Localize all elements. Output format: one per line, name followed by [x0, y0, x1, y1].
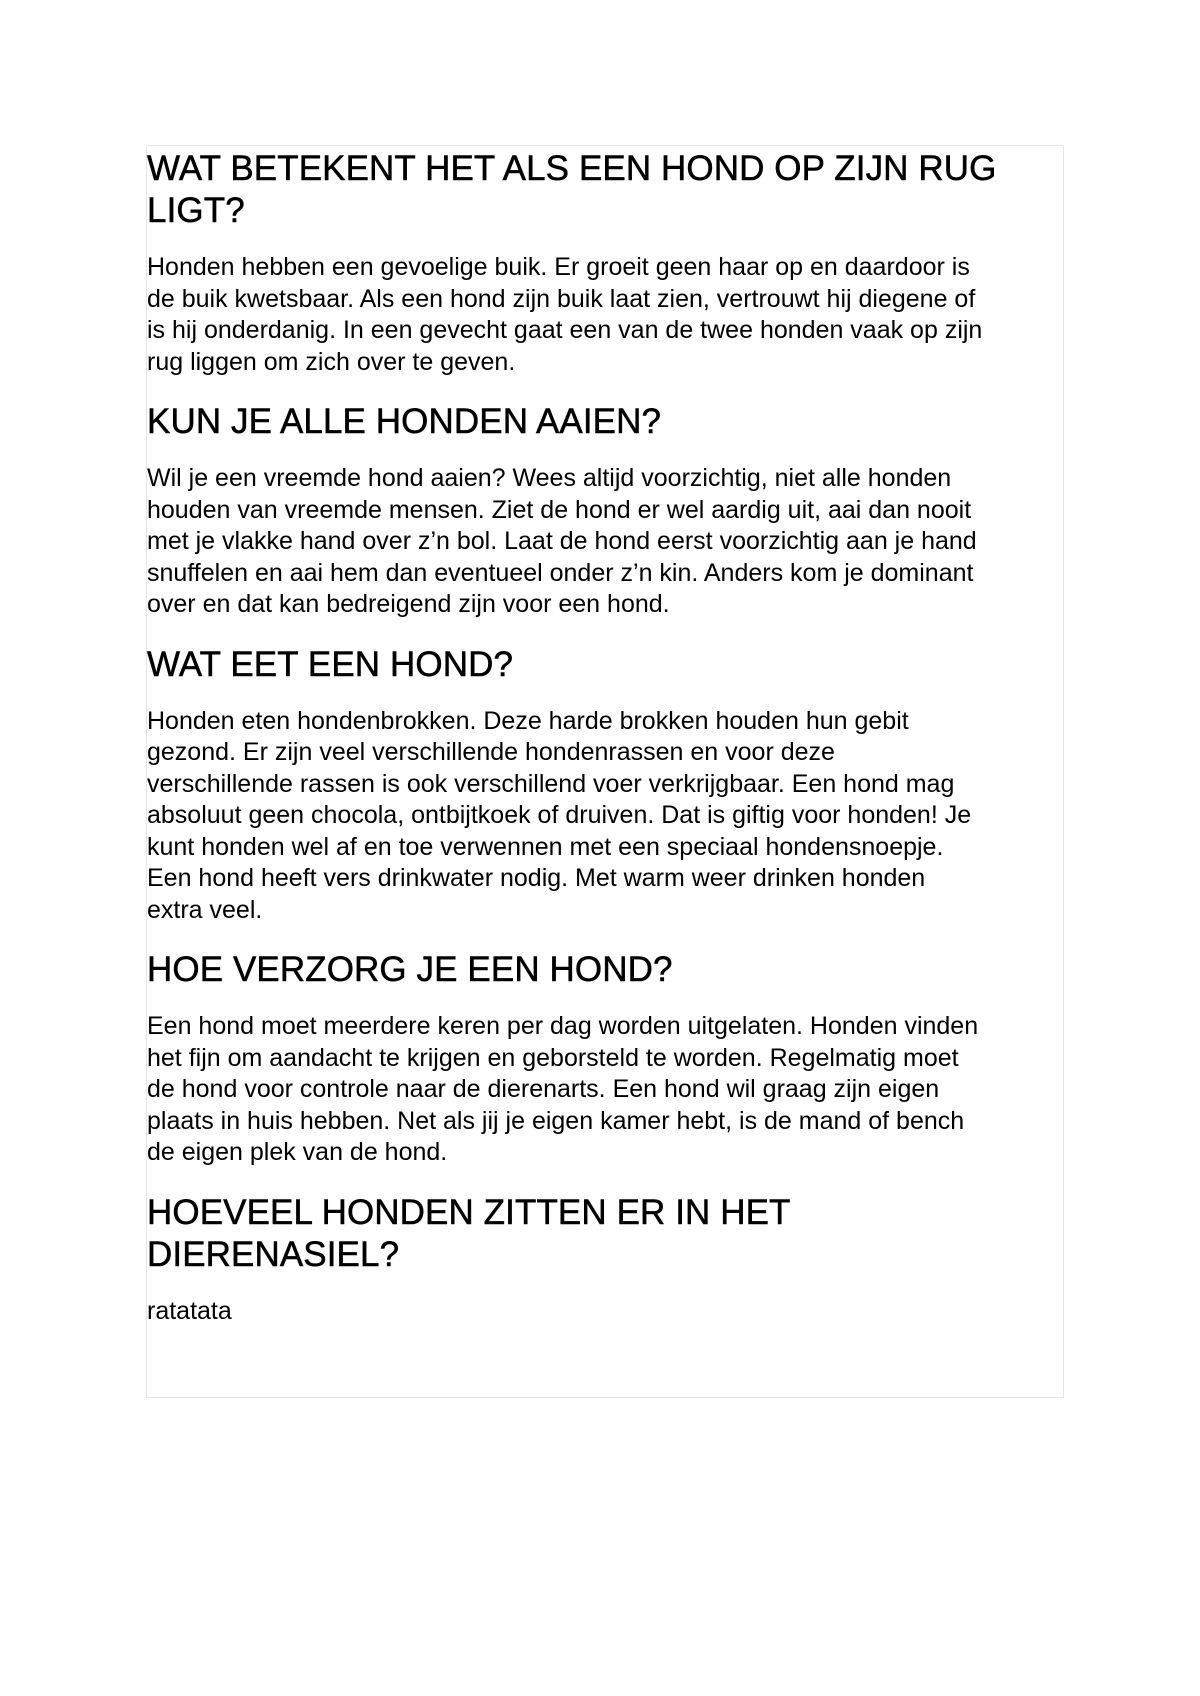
paragraph-line: plaats in huis hebben. Net als jij je eigen kamer hebt, is de mand of bench [147, 1106, 965, 1135]
paragraph-line: het fijn om aandacht te krijgen en geborsteld te worden. Regelmatig moet [147, 1043, 959, 1072]
section-paragraph [147, 252, 1065, 378]
paragraph-line: Honden hebben een gevoelige buik. Er groeit geen haar op en daardoor is [147, 253, 970, 281]
paragraph-line: snuffelen en aai hem dan eventueel onder z’n kin. Anders kom je dominant [147, 558, 974, 587]
section-heading: HOE VERZORG JE EEN HOND? [147, 950, 673, 989]
paragraph-line: Wil je een vreemde hond aaien? Wees altijd voorzichtig, niet alle honden [147, 464, 952, 492]
paragraph-line: verschillende rassen is ook verschillend voer verkrijgbaar. Een hond mag [147, 769, 955, 798]
paragraph-line: extra veel. [147, 895, 263, 924]
paragraph-line: over en dat kan bedreigend zijn voor een hond. [147, 590, 670, 618]
paragraph-line: Een hond heeft vers drinkwater nodig. Met warm weer drinken honden [147, 864, 926, 892]
paragraph-line: Honden eten hondenbrokken. Deze harde brokken houden hun gebit [147, 706, 909, 735]
section-paragraph [147, 463, 1065, 621]
paragraph-line: kunt honden wel af en toe verwennen met een speciaal hondensnoepje. [147, 832, 944, 861]
paragraph-line: de buik kwetsbaar. Als een hond zijn buik laat zien, vertrouwt hij diegene of [147, 284, 976, 313]
document-body [147, 148, 1065, 1327]
paragraph-line: Een hond moet meerdere keren per dag worden uitgelaten. Honden vinden [147, 1012, 979, 1040]
section-paragraph [147, 1011, 1065, 1169]
paragraph-line: gezond. Er zijn veel verschillende hondenrassen en voor deze [147, 738, 835, 766]
paragraph-line: absoluut geen chocola, ontbijtkoek of druiven. Dat is giftig voor honden! Je [147, 801, 972, 829]
section-heading: HOEVEEL HONDEN ZITTEN ER IN HET DIERENASIEL? [147, 1192, 790, 1274]
section-heading: KUN JE ALLE HONDEN AAIEN? [147, 402, 662, 441]
paragraph-line: houden van vreemde mensen. Ziet de hond er wel aardig uit, aai dan nooit [147, 495, 972, 524]
paragraph-line: is hij onderdanig. In een gevecht gaat een van de twee honden vaak op zijn [147, 316, 983, 344]
paragraph-line: met je vlakke hand over z’n bol. Laat de hond eerst voorzichtig aan je hand [147, 527, 977, 555]
paragraph-line: de eigen plek van de hond. [147, 1138, 448, 1166]
paragraph-line: de hond voor controle naar de dierenarts. Een hond wil graag zijn eigen [147, 1075, 940, 1103]
section-paragraph [147, 1296, 1065, 1328]
paragraph-line: rug liggen om zich over te geven. [147, 347, 516, 376]
section-heading: WAT BETEKENT HET ALS EEN HOND OP ZIJN RUG LIGT? [147, 149, 997, 230]
section-heading: WAT EET EEN HOND? [147, 644, 514, 684]
paragraph-line: ratatata [147, 1296, 232, 1325]
section-paragraph [147, 706, 1065, 927]
